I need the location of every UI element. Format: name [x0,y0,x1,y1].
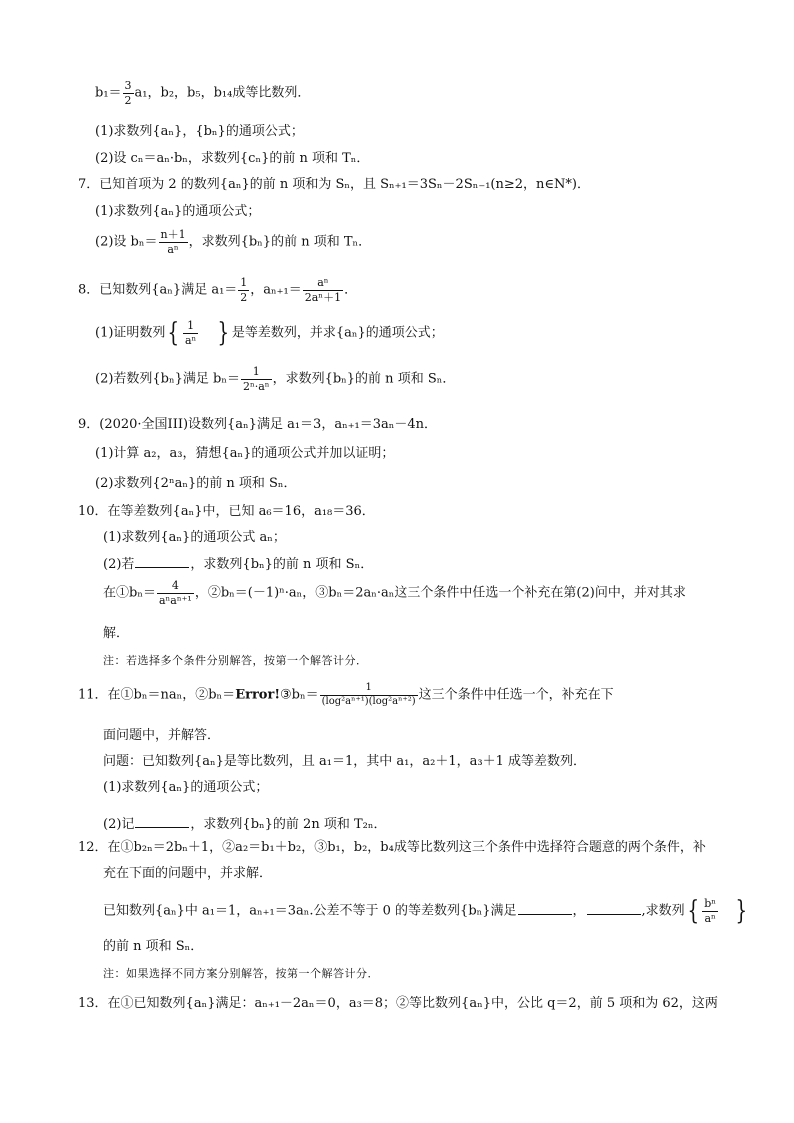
text: 是等差数列，并求{aₙ}的通项公式； [231,325,444,341]
question-11 [78,683,614,707]
fraction-denominator: aⁿaⁿ⁺¹ [158,593,192,607]
part-1: (1)求数列{aₙ}，{bₙ}的通项公式； [95,124,304,139]
blank-line [587,902,641,915]
fraction-numerator: 1 [241,366,272,380]
text: (2)记 [103,817,135,832]
text: ， [572,903,586,919]
line-b1-condition [95,80,310,106]
blank-line [518,902,572,915]
text: 在①bₙ＝ [103,585,156,601]
question-7-part-1: (1)求数列{aₙ}的通项公式； [95,204,261,219]
question-9-part-2: (2)求数列{2ⁿaₙ}的前 n 项和 Sₙ． [95,476,297,491]
part-2: (2)设 cₙ＝aₙ·bₙ，求数列{cₙ}的前 n 项和 Tₙ． [95,151,370,166]
text: 11．在①bₙ＝naₙ，②bₙ＝ [78,687,236,703]
text: b₁＝ [95,85,122,101]
question-12-problem [103,896,750,927]
text: ，求数列{bₙ}的前 2n 项和 T₂ₙ． [190,817,387,832]
text: 这三个条件中任选一个，补充在下 [418,687,614,703]
fraction [183,320,198,346]
fraction-numerator: 1 [320,683,418,696]
text: (1)证明数列 [95,325,166,341]
question-11-problem: 问题：已知数列{aₙ}是等比数列，且 a₁＝1，其中 a₁，a₂＋1，a₃＋1 成等差数列． [103,754,586,769]
fraction [241,366,272,392]
text: ,求数列 [641,903,685,919]
fraction-denominator: 2 [124,93,132,107]
fraction-denominator: 2 [240,290,248,304]
fraction-denominator: (log²aⁿ⁺¹)(log²aⁿ⁺²) [321,695,416,707]
text: ③bₙ＝ [280,687,319,703]
text: a₁，b₂，b₅，b₁₄成等比数列． [134,85,311,101]
fraction-numerator: 1 [240,276,248,289]
question-8-part-2 [95,366,455,392]
fraction-numerator: n＋1 [160,228,186,241]
question-13: 13．在①已知数列{aₙ}满足：aₙ₊₁－2aₙ＝0，a₃＝8；②等比数列{aₙ}中，公比 q＝2，前 5 项和为 62，这两 [78,996,718,1011]
question-11-cont: 面问题中，并解答． [103,728,221,743]
text: (2)设 bₙ＝ [95,234,158,250]
fraction [238,277,249,303]
fraction [303,277,343,303]
text: 8．已知数列{aₙ}满足 a₁＝ [78,282,238,298]
right-brace: } [217,318,230,349]
question-12-cont-2: 的前 n 项和 Sₙ． [103,939,204,954]
question-9: 9．(2020·全国III)设数列{aₙ}满足 a₁＝3，aₙ₊₁＝3aₙ－4n． [78,417,438,432]
question-11-part-1: (1)求数列{aₙ}的通项公式； [103,780,269,795]
fraction-denominator: aⁿ [184,333,197,347]
fraction-denominator: 2aⁿ＋1 [304,290,342,304]
fraction [702,898,718,924]
error-text: Error! [235,687,281,703]
left-brace: { [167,318,180,349]
fraction-denominator: aⁿ [704,911,716,925]
question-11-part-2 [103,815,386,833]
fraction-denominator: aⁿ [167,242,179,256]
blank-line [135,555,189,568]
fraction-numerator: bⁿ [704,897,717,910]
question-8 [78,277,357,303]
text: ． [344,282,358,298]
fraction-numerator: aⁿ [303,277,343,291]
question-12-note: 注：如果选择不同方案分别解答，按第一个解答计分． [103,967,379,980]
text: ，求数列{bₙ}的前 n 项和 Tₙ． [188,234,372,250]
question-10-part-2 [103,555,373,573]
text: (2)若 [103,557,135,572]
left-brace: { [687,896,699,927]
text: 已知数列{aₙ}中 a₁＝1，aₙ₊₁＝3aₙ.公差不等于 0 的等差数列{bₙ}满足 [103,903,517,919]
fraction-numerator: 3 [124,79,132,92]
question-8-part-1 [95,318,444,349]
text: ，求数列{bₙ}的前 n 项和 Sₙ． [272,371,456,387]
question-10-conditions-cont: 解． [103,626,130,641]
text: ，aₙ₊₁＝ [250,282,302,298]
text: ，求数列{bₙ}的前 n 项和 Sₙ． [190,557,374,572]
fraction [320,683,418,707]
question-10: 10．在等差数列{aₙ}中，已知 a₆＝16，a₁₈＝36． [78,504,375,519]
blank-line [135,815,189,828]
text: ，②bₙ＝(－1)ⁿ·aₙ，③bₙ＝2aₙ·aₙ这三个条件中任选一个补充在第(2)问中，并对其求 [194,585,686,601]
question-12-cont: 充在下面的问题中，并求解． [103,866,273,881]
fraction [159,229,188,255]
question-7-part-2 [95,229,371,255]
question-10-part-1: (1)求数列{aₙ}的通项公式 aₙ； [103,530,286,545]
question-10-note: 注：若选择多个条件分别解答，按第一个解答计分． [103,654,368,667]
question-12: 12．在①b₂ₙ＝2bₙ＋1，②a₂＝b₁＋b₂，③b₁，b₂，b₄成等比数列这三个条件中选择符合题意的两个条件，补 [78,840,706,855]
text: (2)若数列{bₙ}满足 bₙ＝ [95,371,240,387]
fraction-denominator: 2ⁿ·aⁿ [242,379,270,393]
fraction [123,80,134,106]
question-7: 7．已知首项为 2 的数列{aₙ}的前 n 项和为 Sₙ，且 Sₙ₊₁＝3Sₙ－2Sₙ₋₁(n≥2，n∈N*)． [78,177,590,192]
question-9-part-1: (1)计算 a₂，a₃，猜想{aₙ}的通项公式并加以证明； [95,446,395,461]
fraction-numerator: 1 [183,320,198,334]
question-10-conditions [103,580,686,606]
right-brace: } [735,896,748,927]
fraction-numerator: 4 [157,580,194,594]
fraction [157,580,194,606]
